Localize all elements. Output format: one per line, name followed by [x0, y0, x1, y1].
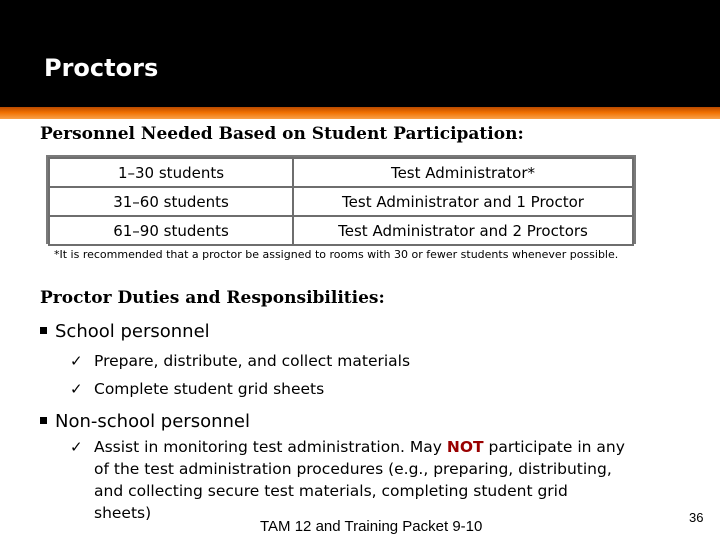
bullet-label: Non-school personnel	[55, 411, 250, 432]
students-cell: 61–90 students	[49, 216, 293, 245]
check-item-line: sheets)	[94, 504, 152, 522]
students-cell: 31–60 students	[49, 187, 293, 216]
check-item	[70, 378, 590, 400]
table-row	[49, 187, 633, 216]
slide-header	[0, 0, 720, 107]
personnel-table-frame	[46, 155, 636, 244]
table-footnote: *It is recommended that a proctor be assigned to rooms with 30 or fewer students whenever possible.	[54, 248, 619, 261]
checkmark-icon: ✓	[70, 380, 83, 398]
staff-cell: Test Administrator*	[293, 158, 633, 187]
check-item-line	[94, 436, 654, 458]
students-cell: 1–30 students	[49, 158, 293, 187]
text-after: participate in any	[483, 438, 625, 456]
bullet-school-personnel	[40, 321, 210, 342]
check-item	[70, 436, 650, 526]
staff-cell: Test Administrator and 1 Proctor	[293, 187, 633, 216]
bullet-label: School personnel	[55, 321, 210, 342]
check-item-line: and collecting secure test materials, completing student grid	[94, 482, 568, 500]
checkmark-icon: ✓	[70, 438, 83, 456]
check-item-text: Prepare, distribute, and collect materials	[94, 352, 411, 370]
check-item-line: of the test administration procedures (e.g., preparing, distributing,	[94, 460, 612, 478]
table-row	[49, 216, 633, 245]
bullet-non-school-personnel	[40, 411, 250, 432]
table-row	[49, 158, 633, 187]
personnel-table	[48, 157, 634, 246]
page-number: 36	[689, 510, 704, 525]
staff-cell: Test Administrator and 2 Proctors	[293, 216, 633, 245]
section-heading-duties: Proctor Duties and Responsibilities:	[40, 288, 385, 308]
checkmark-icon: ✓	[70, 352, 83, 370]
check-item	[70, 350, 590, 372]
slide-footer: TAM 12 and Training Packet 9-10	[260, 518, 483, 535]
check-item-text: Complete student grid sheets	[94, 380, 325, 398]
slide-title: Proctors	[44, 54, 159, 82]
section-heading-personnel: Personnel Needed Based on Student Participation:	[40, 124, 524, 144]
check-item-text	[94, 436, 654, 524]
square-bullet-icon	[40, 417, 47, 424]
text-before: Assist in monitoring test administration. May	[94, 438, 447, 456]
square-bullet-icon	[40, 327, 47, 334]
orange-accent-bar	[0, 107, 720, 119]
emphasis-not: NOT	[446, 438, 484, 456]
